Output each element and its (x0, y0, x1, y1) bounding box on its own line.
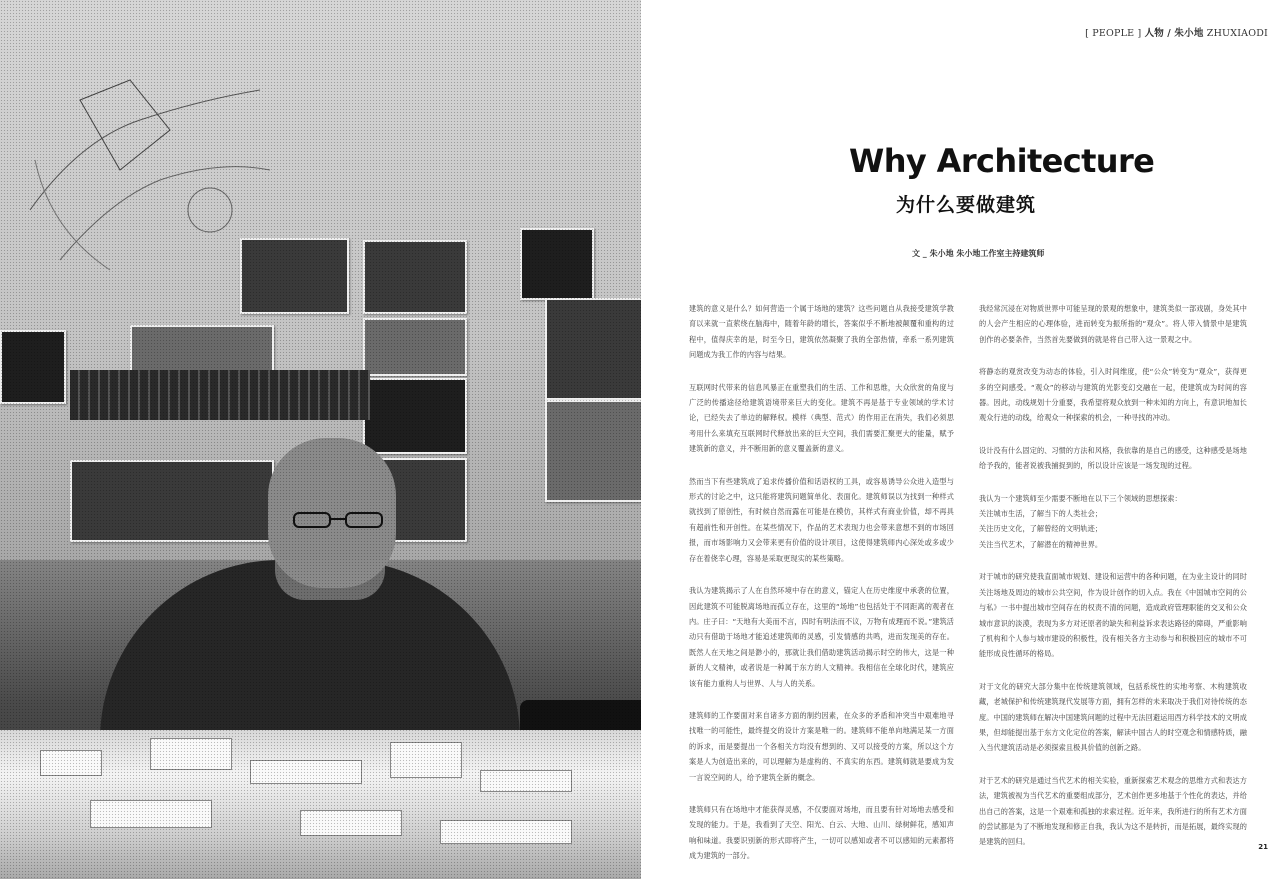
article-page (641, 0, 1280, 879)
paragraph: 建筑的意义是什么？如何营造一个属于场地的建筑？这些问题自从我接受建筑学教育以来就一直萦绕在脑海中，随着年龄的增长，答案似乎不断地被颠覆和重构的过程中，值得庆幸的是，时至今日，建筑依然凝聚了我的全部热情，牵系一系列建筑问题成为我工作的内容与结果。 (689, 304, 954, 360)
paragraph: 设计没有什么固定的、习惯的方法和风格，我依靠的是自己的感受，这种感受是场地给予我的，能者说被我捕捉到的，所以设计应该是一场发现的过程。 (979, 445, 1247, 471)
text-column-left (689, 301, 954, 881)
author-name-en: ZHUXIAODI (1206, 28, 1268, 39)
paragraph: 我认为一个建筑师至少需要不断地在以下三个领域的思想探索： (979, 493, 1182, 503)
list-item: 关注历史文化，了解曾经的文明轨迹； (979, 524, 1103, 534)
paragraph: 建筑师的工作要面对来自诸多方面的制约因素，在众多的矛盾和冲突当中艰难地寻找唯一的可能性，最终提交的设计方案是唯一的。建筑师不能单向地满足某一方面的诉求，而是要提出一个各相关方均没有想到的、又可以接受的方案，所以这个方案是人为创造出来的，可以理解为是虚构的、不真实的东西。建筑师就是要成为发一言说空间的人，给予建筑全新的概念。 (689, 710, 954, 782)
section-tag: [ PEOPLE ] (1085, 28, 1142, 39)
byline: 文 _ 朱小地 朱小地工作室主持建筑师 (912, 249, 1045, 258)
author-name-zh: 朱小地 (1174, 28, 1204, 39)
article-title-zh: 为什么要做建筑 (896, 194, 1037, 216)
text-column-right (979, 301, 1247, 867)
page-number: 21 (1258, 843, 1268, 851)
article-title: Why Architecture (849, 142, 1155, 180)
paragraph: 互联网时代带来的信息风暴正在重塑我们的生活、工作和思维，大众欣赏的角度与广泛的传播途径给建筑语境带来巨大的变化。建筑不再是基于专业领域的学术讨论，已经失去了单边的解释权。模样（典型、范式）的作用正在消失，我们必须思考用什么来填充互联网时代释放出来的巨大空间，我们需要汇聚更大的能量，赋予建筑新的意义，并不断用新的意义覆盖新的意义。 (689, 382, 954, 454)
paragraph: 将静态的观赏改变为动态的体验，引入时间维度，使“公众”转变为“观众”，获得更多的空间感受。“观众”的移动与建筑的光影变幻交融在一起，使建筑成为时间的容器。因此，动线规划十分重要，我希望将观众放到一种未知的方向上，有意识地加长观众行进的动线，给观众一种探索的机会，一种寻找的冲动。 (979, 367, 1247, 423)
paragraph: 对于城市的研究使我直面城市规划、建设和运营中的各种问题，在为业主设计的同时关注场地及周边的城市公共空间，作为设计创作的切入点。我在《中国城市空间的公与私》一书中提出城市空间存在的权责不清的问题，造成政府管理职能的交叉和公众城市意识的淡漠，表现为多方对还原者的缺失和利益诉求表达路径的障碍，严重影响了机构和个人参与城市建设的积极性，没有相关各方主动参与和积极回应的城市不可能形成良性循环的格局。 (979, 572, 1247, 659)
paragraph: 建筑师只有在场地中才能获得灵感，不仅要面对场地，而且要有针对场地去感受和发现的能力。于是，我看到了天空、阳光、白云、大地、山川、绿树鲜花，感知声响和味道。我要识别新的形式即将产生，一切可以感知或者不可以感知的元素都将成为建筑的一部分。 (689, 804, 954, 861)
paragraph: 我经常沉浸在对物质世界中可能呈现的景观的想象中，建筑类似一部戏剧，身处其中的人会产生相应的心理体验，进而转变为振所指的“观众”。将人带入情景中是建筑创作的必要条件，当然首先要做到的就是将自己带入这一景观之中。 (979, 304, 1247, 344)
paragraph: 我认为建筑揭示了人在自然环境中存在的意义，锚定人在历史维度中承袭的位置，因此建筑不可能脱离场地而孤立存在，这里的“场地”也包括处于不同距离的观者在内。庄子曰：“天地有大美而不言，四时有明法而不议，万物有成理而不说。”建筑活动只有借助于场地才能追述建筑师的灵感，引发情感的共鸣，进而发现美的存在。既然人在天地之间是渺小的，那就让我们借助建筑活动揭示时空的伟大，这是一种新的人文精神，或者说是一种属于东方的人文精神。我相信在全球化时代，建筑应该有能力重构人与世界、人与人的关系。 (689, 586, 954, 688)
running-head: [ PEOPLE ] 人物 / 朱小地 ZHUXIAODI (1085, 28, 1268, 39)
paragraph: 然而当下有些建筑成了追求传播价值和话语权的工具，或容易诱导公众进入造型与形式的讨论之中，这只能将建筑问题简单化、表面化。建筑师误以为找到一种样式就找到了原创性，有时候自然而露在可能是在模仿，其样式有商业价值，却不再具有超前性和开创性。在某些情况下，作品的艺术表现力也会带来意想不到的市场回报，而市场影响力又会带来更有价值的设计项目，这使得建筑师内心深处或多或少存在着侥幸心理，容易是采取更现实的某些策略。 (689, 476, 954, 563)
list-item: 关注城市生活，了解当下的人类社会； (979, 509, 1103, 519)
paragraph: 对于艺术的研究是通过当代艺术的相关实验，重新探索艺术观念的思维方式和表达方法，建筑被视为当代艺术的重要组成部分，艺术创作更多地基于个性化的表达，并给出自己的答案，这是一个艰难和孤独的求索过程。近年来，我所进行的所有艺术方面的尝试都是为了不断地发现和修正自我，我认为这不是转折，而是拓展，最终实现的是建筑的回归。 (979, 775, 1247, 847)
portrait-photo (0, 0, 641, 879)
section-tag-zh: 人物 (1144, 28, 1164, 39)
halftone-texture (0, 0, 641, 879)
paragraph: 对于文化的研究大部分集中在传统建筑领域，包括系统性的实地考察、木构建筑收藏，老城保护和传统建筑现代发展等方面，拥有怎样的未来取决于我们对待传统的态度。中国的建筑师在解决中国建筑问题的过程中无法回避运用西方科学技术的文明成果，但却能提出基于东方文化定位的答案，解读中国古人的时空观念和情感特质，融入当代建筑活动是必须探索且极具价值的创新之路。 (979, 681, 1247, 753)
list-item: 关注当代艺术，了解潜在的精神世界。 (979, 539, 1103, 549)
